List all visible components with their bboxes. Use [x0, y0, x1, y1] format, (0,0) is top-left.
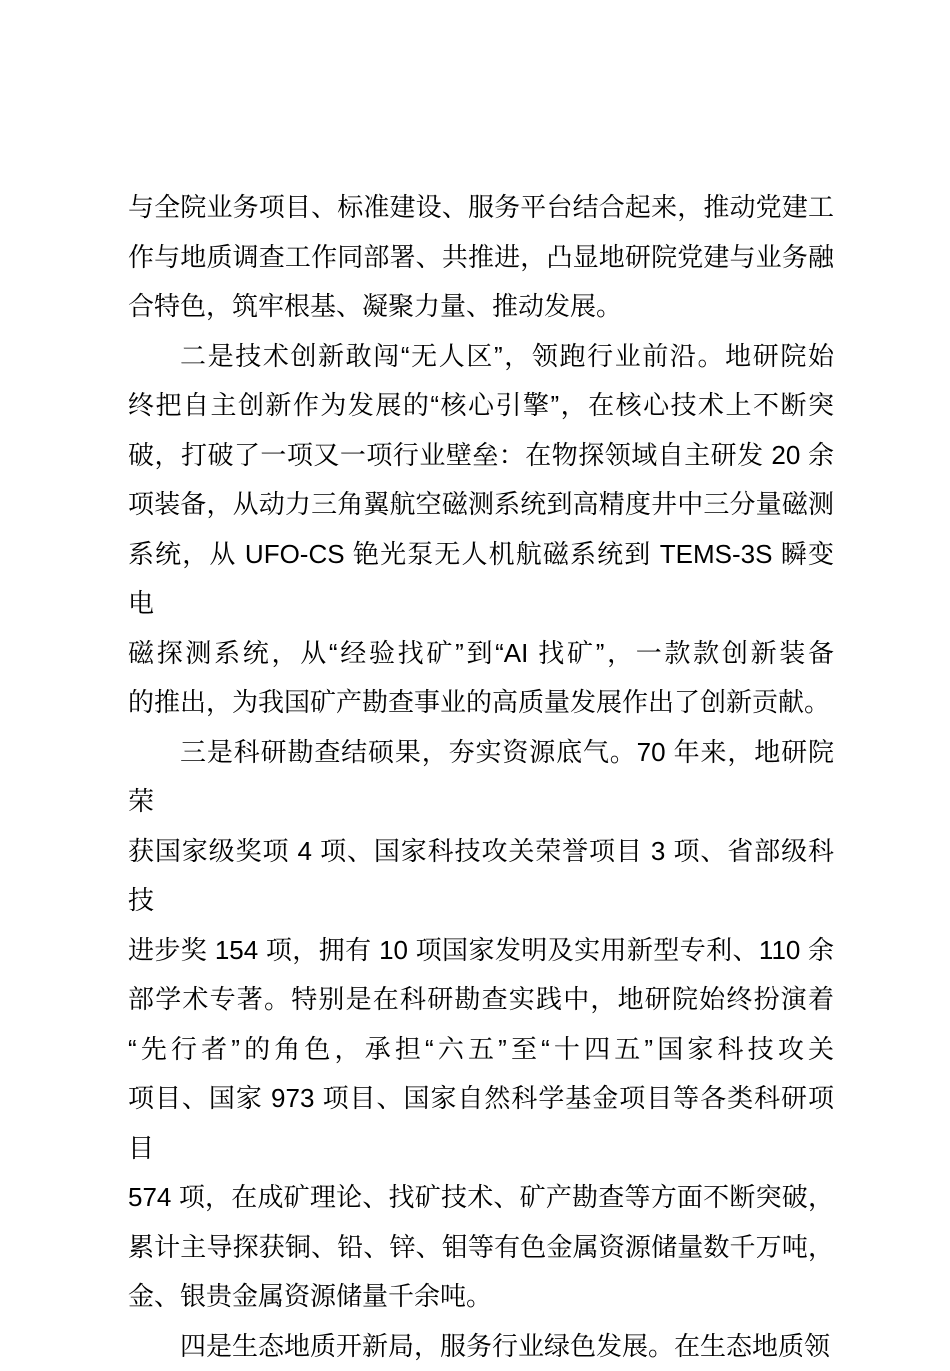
text-line: 三是科研勘查结硕果，夯实资源底气。70 年来，地研院荣 [128, 728, 834, 827]
text-line: 系统，从 UFO-CS 铯光泵无人机航磁系统到 TEMS-3S 瞬变电 [128, 530, 834, 629]
paragraph-1 [128, 183, 834, 332]
text-line: 磁探测系统，从“经验找矿”到“AI 找矿”，一款款创新装备 [128, 629, 834, 679]
text-line: 终把自主创新作为发展的“核心引擎”，在核心技术上不断突 [128, 381, 834, 431]
text-line: “先行者”的角色，承担“六五”至“十四五”国家科技攻关 [128, 1025, 834, 1075]
text-line: 金、银贵金属资源储量千余吨。 [128, 1272, 834, 1322]
text-line: 二是技术创新敢闯“无人区”，领跑行业前沿。地研院始 [128, 332, 834, 382]
text-line: 与全院业务项目、标准建设、服务平台结合起来，推动党建工 [128, 183, 834, 233]
text-line: 项目、国家 973 项目、国家自然科学基金项目等各类科研项目 [128, 1074, 834, 1173]
text-line: 累计主导探获铜、铅、锌、钼等有色金属资源储量数千万吨， [128, 1223, 834, 1273]
paragraph-3 [128, 728, 834, 1322]
paragraph-4 [128, 1322, 834, 1371]
document-body [128, 183, 834, 1371]
text-line: 破，打破了一项又一项行业壁垒：在物探领域自主研发 20 余 [128, 431, 834, 481]
text-line: 四是生态地质开新局，服务行业绿色发展。在生态地质领 [128, 1322, 834, 1371]
text-line: 的推出，为我国矿产勘查事业的高质量发展作出了创新贡献。 [128, 678, 834, 728]
text-line: 项装备，从动力三角翼航空磁测系统到高精度井中三分量磁测 [128, 480, 834, 530]
text-line: 获国家级奖项 4 项、国家科技攻关荣誉项目 3 项、省部级科技 [128, 827, 834, 926]
paragraph-2 [128, 332, 834, 728]
text-line: 进步奖 154 项，拥有 10 项国家发明及实用新型专利、110 余 [128, 926, 834, 976]
text-line: 574 项，在成矿理论、找矿技术、矿产勘查等方面不断突破， [128, 1173, 834, 1223]
text-line: 合特色，筑牢根基、凝聚力量、推动发展。 [128, 282, 834, 332]
text-line: 作与地质调查工作同部署、共推进，凸显地研院党建与业务融 [128, 233, 834, 283]
text-line: 部学术专著。特别是在科研勘查实践中，地研院始终扮演着 [128, 975, 834, 1025]
